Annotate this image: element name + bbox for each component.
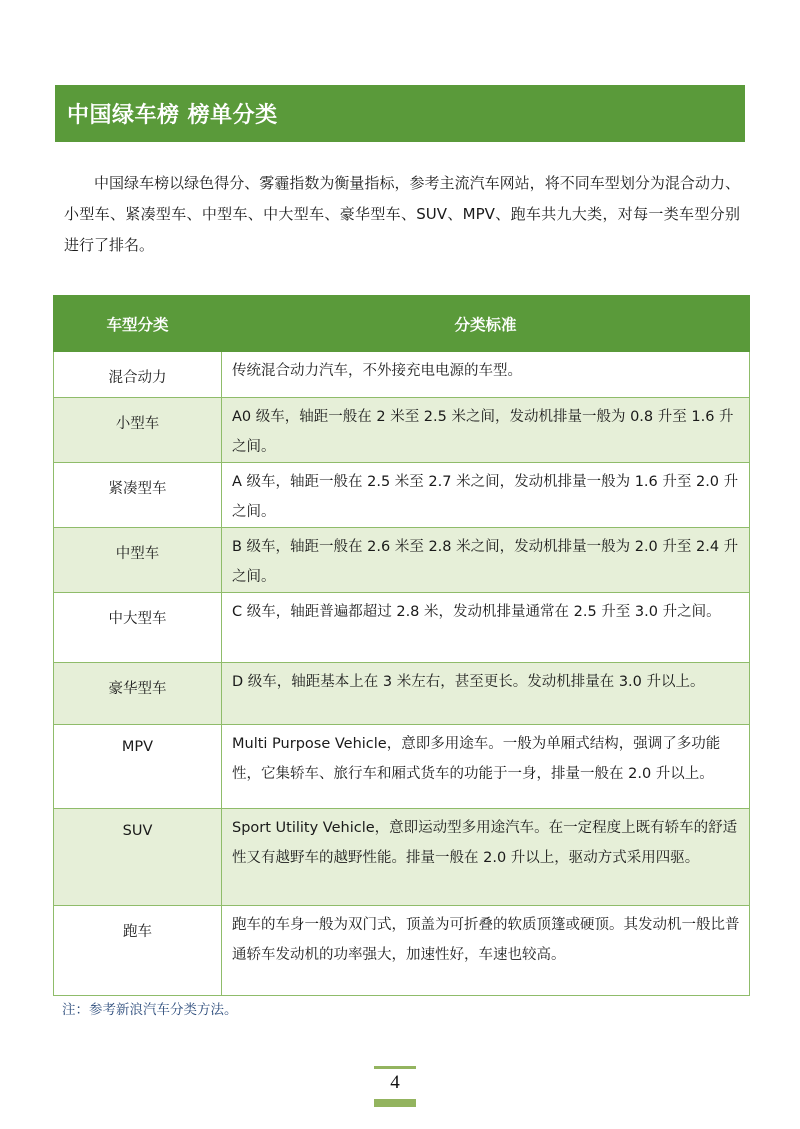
intro-paragraph: 中国绿车榜以绿色得分、雾霾指数为衡量指标，参考主流汽车网站，将不同车型划分为混合动力、小型车、紧凑型车、中型车、中大型车、豪华型车、SUV、MPV、跑车共九大类，对每一类车型分别进行了排名。 [64, 174, 740, 254]
row-standard: 传统混合动力汽车，不外接充电电源的车型。 [222, 352, 750, 398]
row-standard: D 级车，轴距基本上在 3 米左右，甚至更长。发动机排量在 3.0 升以上。 [222, 663, 750, 725]
row-standard: C 级车，轴距普遍都超过 2.8 米，发动机排量通常在 2.5 升至 3.0 升之间。 [222, 593, 750, 663]
row-standard: A0 级车，轴距一般在 2 米至 2.5 米之间，发动机排量一般为 0.8 升至 1.6 升之间。 [222, 398, 750, 463]
row-standard: Multi Purpose Vehicle，意即多用途车。一般为单厢式结构，强调了多功能性，它集轿车、旅行车和厢式货车的功能于一身，排量一般在 2.0 升以上。 [222, 725, 750, 809]
classification-table [53, 295, 750, 996]
section-title: 中国绿车榜 榜单分类 [67, 103, 278, 128]
table-row [54, 725, 750, 809]
table-row [54, 809, 750, 906]
header-standard: 分类标准 [222, 296, 750, 352]
page-number-top-bar [374, 1066, 416, 1069]
table-row [54, 593, 750, 663]
row-category: MPV [54, 725, 222, 809]
table-row [54, 352, 750, 398]
source-note: 注：参考新浪汽车分类方法。 [62, 1002, 238, 1018]
table-row [54, 463, 750, 528]
page-number: 4 [390, 1072, 400, 1093]
row-category: 豪华型车 [54, 663, 222, 725]
row-standard: 跑车的车身一般为双门式，顶盖为可折叠的软质顶篷或硬顶。其发动机一般比普通轿车发动机的功率强大，加速性好，车速也较高。 [222, 906, 750, 996]
table-row [54, 663, 750, 725]
row-category: 跑车 [54, 906, 222, 996]
table-row [54, 528, 750, 593]
header-category: 车型分类 [54, 296, 222, 352]
table-row [54, 906, 750, 996]
section-title-banner [55, 85, 745, 142]
row-standard: Sport Utility Vehicle，意即运动型多用途汽车。在一定程度上既有轿车的舒适性又有越野车的越野性能。排量一般在 2.0 升以上，驱动方式采用四驱。 [222, 809, 750, 906]
page-number-bottom-bar [374, 1099, 416, 1107]
row-category: SUV [54, 809, 222, 906]
row-category: 小型车 [54, 398, 222, 463]
row-standard: B 级车，轴距一般在 2.6 米至 2.8 米之间，发动机排量一般为 2.0 升至 2.4 升之间。 [222, 528, 750, 593]
row-standard: A 级车，轴距一般在 2.5 米至 2.7 米之间，发动机排量一般为 1.6 升至 2.0 升之间。 [222, 463, 750, 528]
table-row [54, 398, 750, 463]
row-category: 中大型车 [54, 593, 222, 663]
table-header-row [54, 296, 750, 352]
row-category: 紧凑型车 [54, 463, 222, 528]
row-category: 中型车 [54, 528, 222, 593]
row-category: 混合动力 [54, 352, 222, 398]
